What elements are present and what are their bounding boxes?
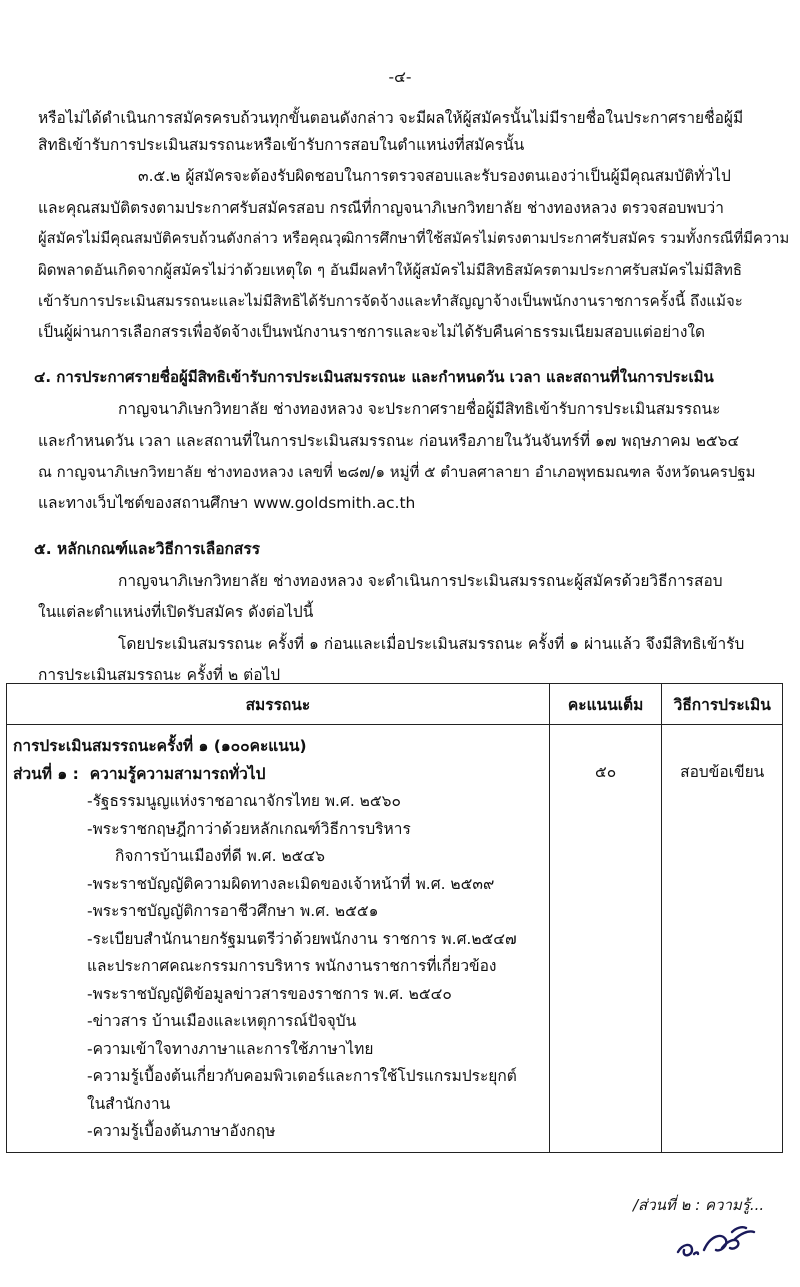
section-4-line-2: และกำหนดวัน เวลา และสถานที่ในการประเมินสมรรถนะ ก่อนหรือภายในวันจันทร์ที่ ๑๗ พฤษภาคม ๒๕๖๔: [38, 432, 740, 450]
section-5-line-3: โดยประเมินสมรรถนะ ครั้งที่ ๑ ก่อนและเมื่อประเมินสมรรถนะ ครั้งที่ ๑ ผ่านแล้ว จึงมีสิทธิเข้ารับ: [118, 635, 745, 653]
part-label: ส่วนที่ ๑ :: [13, 764, 79, 783]
intro-line-1: หรือไม่ได้ดำเนินการสมัครครบถ้วนทุกขั้นตอนดังกล่าว จะมีผลให้ผู้สมัครนั้นไม่มีรายชื่อในประกาศรายชื่อผู้มี: [38, 109, 744, 127]
page-number: -๔-: [388, 68, 412, 86]
list-item: และประกาศคณะกรรมการบริหาร พนักงานราชการที่เกี่ยวข้อง: [87, 957, 497, 975]
list-item: -ระเบียบสำนักนายกรัฐมนตรีว่าด้วยพนักงาน ราชการ พ.ศ.๒๕๔๗: [87, 929, 517, 948]
section-4-line-3: ณ กาญจนาภิเษกวิทยาลัย ช่างทองหลวง เลขที่ ๒๘๗/๑ หมู่ที่ ๕ ตำบลศาลายา อำเภอพุทธมณฑล จังหวัดนครปฐม: [38, 463, 756, 481]
header-method: วิธีการประเมิน: [662, 684, 783, 725]
table-row: [7, 725, 783, 1153]
clause-352-line-6: เป็นผู้ผ่านการเลือกสรรเพื่อจัดจ้างเป็นพนักงานราชการและจะไม่ได้รับคืนค่าธรรมเนียมสอบแต่อย่างใด: [38, 323, 706, 341]
clause-352-line-4: ผิดพลาดอันเกิดจากผู้สมัครไม่ว่าด้วยเหตุใด ๆ อันมีผลทำให้ผู้สมัครไม่มีสิทธิสมัครตามประกาศรับสมัครไม่มีสิทธิ: [38, 261, 743, 279]
part-title: ความรู้ความสามารถทั่วไป: [89, 764, 266, 783]
round-title: การประเมินสมรรถนะครั้งที่ ๑ (๑๐๐คะแนน): [13, 737, 307, 755]
section-5-line-2: ในแต่ละตำแหน่งที่เปิดรับสมัคร ดังต่อไปนี้: [38, 603, 314, 621]
section-5-line-4: การประเมินสมรรถนะ ครั้งที่ ๒ ต่อไป: [38, 666, 281, 684]
clause-352-line-3: ผู้สมัครไม่มีคุณสมบัติครบถ้วนดังกล่าว หรือคุณวุฒิการศึกษาที่ใช้สมัครไม่ตรงตามประกาศรับสมัคร รวมทั้งกรณีที่มีความ: [38, 230, 790, 247]
list-item: -ข่าวสาร บ้านเมืองและเหตุการณ์ปัจจุบัน: [87, 1012, 357, 1030]
method-cell: สอบข้อเขียน: [662, 725, 783, 1153]
list-item: ในสำนักงาน: [87, 1094, 171, 1113]
list-item: -รัฐธรรมนูญแห่งราชอาณาจักรไทย พ.ศ. ๒๕๖๐: [87, 792, 401, 810]
list-item: -ความเข้าใจทางภาษาและการใช้ภาษาไทย: [87, 1039, 374, 1058]
score-cell: ๕๐: [549, 725, 662, 1153]
section-4-line-4: และทางเว็บไซต์ของสถานศึกษา www.goldsmith.ac.th: [38, 494, 416, 512]
list-item: -ความรู้เบื้องต้นภาษาอังกฤษ: [87, 1122, 276, 1140]
section-4-heading: ๔. การประกาศรายชื่อผู้มีสิทธิเข้ารับการประเมินสมรรถนะ และกำหนดวัน เวลา และสถานที่ในการประเมิน: [34, 368, 714, 386]
initials-signature: [672, 1218, 762, 1264]
list-item: -พระราชบัญญัติการอาชีวศึกษา พ.ศ. ๒๕๕๑: [87, 902, 379, 920]
clause-352-line-5: เข้ารับการประเมินสมรรถนะและไม่มีสิทธิได้รับการจัดจ้างและทำสัญญาจ้างเป็นพนักงานราชการครั้งนี้ ถึงแม้จะ: [38, 292, 743, 310]
clause-352-line-2: และคุณสมบัติตรงตามประกาศรับสมัครสอบ กรณีที่กาญจนาภิเษกวิทยาลัย ช่างทองหลวง ตรวจสอบพบว่า: [38, 199, 724, 217]
clause-352-line-1: ๓.๕.๒ ผู้สมัครจะต้องรับผิดชอบในการตรวจสอบและรับรองตนเองว่าเป็นผู้มีคุณสมบัติทั่วไป: [138, 167, 731, 185]
list-item: -พระราชบัญญัติความผิดทางละเมิดของเจ้าหน้าที่ พ.ศ. ๒๕๓๙: [87, 874, 495, 893]
list-item: กิจการบ้านเมืองที่ดี พ.ศ. ๒๕๔๖: [115, 847, 325, 865]
list-item: -พระราชกฤษฎีกาว่าด้วยหลักเกณฑ์วิธีการบริหาร: [87, 819, 411, 838]
table-header-row: [7, 684, 783, 725]
part-heading: [13, 761, 543, 789]
intro-line-2: สิทธิเข้ารับการประเมินสมรรถนะหรือเข้ารับการสอบในตำแหน่งที่สมัครนั้น: [38, 136, 525, 154]
continuation-note: /ส่วนที่ ๒ : ความรู้...: [633, 1196, 765, 1214]
list-item: -ความรู้เบื้องต้นเกี่ยวกับคอมพิวเตอร์และการใช้โปรแกรมประยุกต์: [87, 1067, 517, 1085]
header-full-score: คะแนนเต็ม: [549, 684, 662, 725]
competency-cell: [7, 725, 550, 1153]
section-5-line-1: กาญจนาภิเษกวิทยาลัย ช่างทองหลวง จะดำเนินการประเมินสมรรถนะผู้สมัครด้วยวิธีการสอบ: [118, 572, 723, 590]
list-item: -พระราชบัญญัติข้อมูลข่าวสารของราชการ พ.ศ. ๒๕๔๐: [87, 984, 452, 1003]
section-5-heading: ๕. หลักเกณฑ์และวิธีการเลือกสรร: [34, 540, 261, 558]
section-4-line-1: กาญจนาภิเษกวิทยาลัย ช่างทองหลวง จะประกาศรายชื่อผู้มีสิทธิเข้ารับการประเมินสมรรถนะ: [118, 400, 721, 418]
header-competency: สมรรถนะ: [7, 684, 550, 725]
competency-table: [6, 683, 783, 1153]
